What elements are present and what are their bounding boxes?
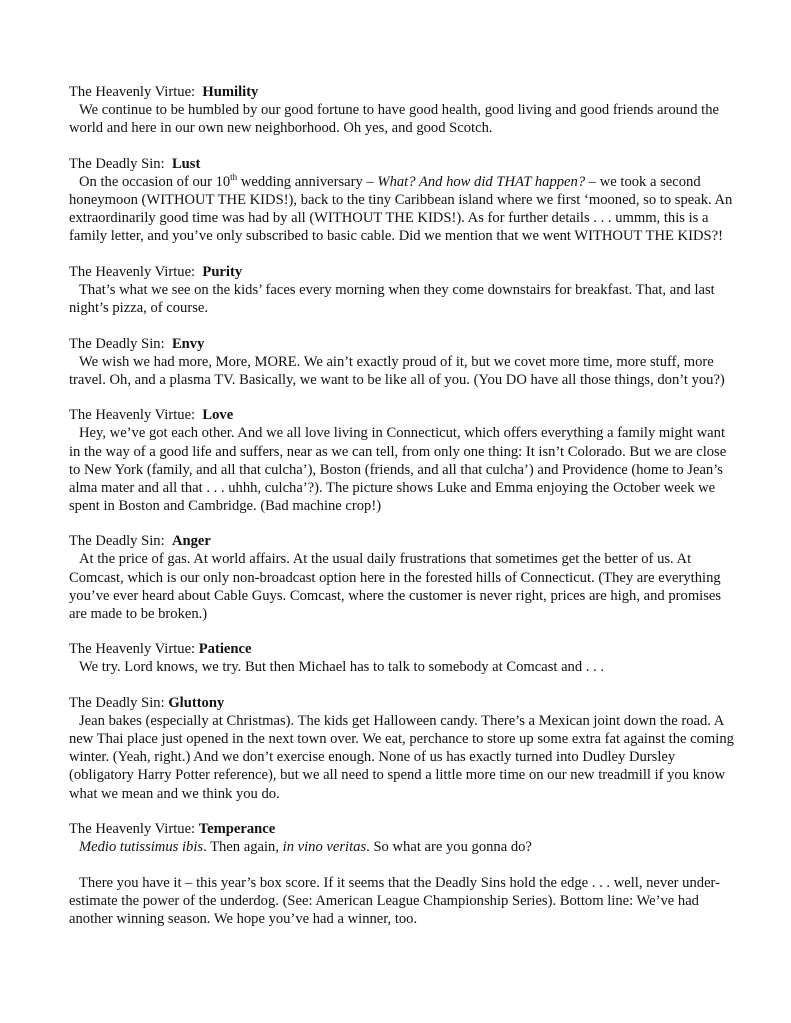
closing-paragraph: There you have it – this year’s box score. If it seems that the Deadly Sins hold the edge . . . well, never under-estimate the power of the underdog. (See: American League Championship Series). Bottom line: We’ve had another winning season. We hope you’ve had a winner, too.	[69, 874, 720, 927]
body-text: . So what are you gonna do?	[366, 839, 532, 856]
heading-label: The Deadly Sin:	[69, 695, 165, 712]
section-body: Jean bakes (especially at Christmas). The kids get Halloween candy. There’s a Mexican joint down the road. A new Thai place just opened in the next town over. We eat, perchance to store up some extra fat against the coming winter. (Yeah, right.) And we don’t exercise enough. None of us has exactly turned into Dudley Dursley (obligatory Harry Potter reference), but we all need to spend a little more time on our new treadmill if you know what we mean and we think you do.	[69, 713, 734, 802]
section-heading	[69, 406, 734, 424]
section-patience	[69, 640, 734, 676]
latin-phrase: Medio tutissimus ibis	[79, 839, 204, 856]
section-purity	[69, 263, 734, 317]
section-body: We try. Lord knows, we try. But then Michael has to talk to somebody at Comcast and . . .	[79, 659, 605, 676]
heading-name: Lust	[171, 155, 201, 172]
heading-name: Humility	[202, 84, 259, 100]
heading-name: Love	[202, 407, 234, 424]
section-heading	[69, 694, 734, 712]
section-body: We wish we had more, More, MORE. We ain’t exactly proud of it, but we covet more time, more stuff, more travel. Oh, and a plasma TV. Basically, we want to be like all of you. (You DO have all those things, don’t you?)	[69, 353, 725, 388]
section-gluttony	[69, 694, 734, 803]
section-heading	[69, 532, 734, 550]
body-text-a: On the occasion of our 10	[79, 173, 231, 190]
section-body: Hey, we’ve got each other. And we all love living in Connecticut, which offers everything a family might want in the way of a good life and suffers, near as we can tell, from only one thing: It isn’t Colorado. But we are close to New York (family, and all that culcha’), Boston (friends, and all that culcha’) and Providence (home to Jean’s alma mater and all that . . . uhhh, culcha’?). The picture shows Luke and Emma enjoying the October week we spent in Boston and Cambridge. (Bad machine crop!)	[69, 425, 727, 514]
heading-name: Purity	[202, 263, 243, 280]
heading-label: The Heavenly Virtue:	[69, 641, 196, 658]
section-humility	[69, 83, 734, 137]
letter-page	[69, 83, 734, 928]
section-heading	[69, 820, 734, 838]
section-heading	[69, 335, 734, 353]
heading-label: The Heavenly Virtue:	[69, 263, 196, 280]
body-text: . Then again,	[203, 839, 283, 856]
section-body	[69, 838, 734, 856]
heading-label: The Heavenly Virtue:	[69, 407, 196, 424]
heading-label: The Deadly Sin:	[69, 155, 165, 172]
section-anger	[69, 532, 734, 622]
section-body: At the price of gas. At world affairs. At the usual daily frustrations that sometimes get the better of us. At Comcast, which is our only non-broadcast option here in the forested hills of Connecticut. (They are everything you’ve ever heard about Cable Guys. Comcast, where the customer is never right, prices are high, and promises are made to be broken.)	[69, 551, 722, 622]
section-body	[69, 173, 734, 245]
latin-phrase: in vino veritas	[282, 839, 367, 856]
body-italic: What? And how did THAT happen?	[377, 173, 586, 190]
section-envy	[69, 335, 734, 389]
heading-label: The Heavenly Virtue:	[69, 84, 196, 100]
heading-label: The Heavenly Virtue:	[69, 821, 196, 838]
section-heading	[69, 263, 734, 281]
heading-name: Envy	[171, 335, 205, 352]
heading-label: The Deadly Sin:	[69, 335, 165, 352]
heading-name: Anger	[171, 533, 211, 550]
heading-name: Temperance	[198, 821, 276, 838]
section-love	[69, 406, 734, 515]
body-text-c: – we took a second honeymoon (WITHOUT THE KIDS!), back to the tiny Caribbean island where we first ‘mooned, so to speak. An extraordinarily good time was had by all (WITHOUT THE KIDS!). As for further details . . . ummm, this is a family letter, and you’ve only subscribed to basic cable. Did we mention that we went WITHOUT THE KIDS?!	[69, 173, 733, 245]
section-heading	[69, 83, 734, 101]
heading-label: The Deadly Sin:	[69, 533, 165, 550]
heading-name: Gluttony	[168, 695, 225, 712]
section-heading	[69, 640, 734, 658]
section-heading	[69, 155, 734, 173]
section-temperance	[69, 820, 734, 856]
section-body: That’s what we see on the kids’ faces every morning when they come downstairs for breakfast. That, and last night’s pizza, of course.	[69, 281, 715, 316]
heading-name: Patience	[198, 641, 252, 658]
ordinal-suffix: th	[230, 172, 238, 183]
body-text-b: wedding anniversary –	[237, 173, 378, 190]
section-lust	[69, 155, 734, 245]
section-body: We continue to be humbled by our good fortune to have good health, good living and good friends around the world and here in our own new neighborhood. Oh yes, and good Scotch.	[69, 102, 720, 137]
